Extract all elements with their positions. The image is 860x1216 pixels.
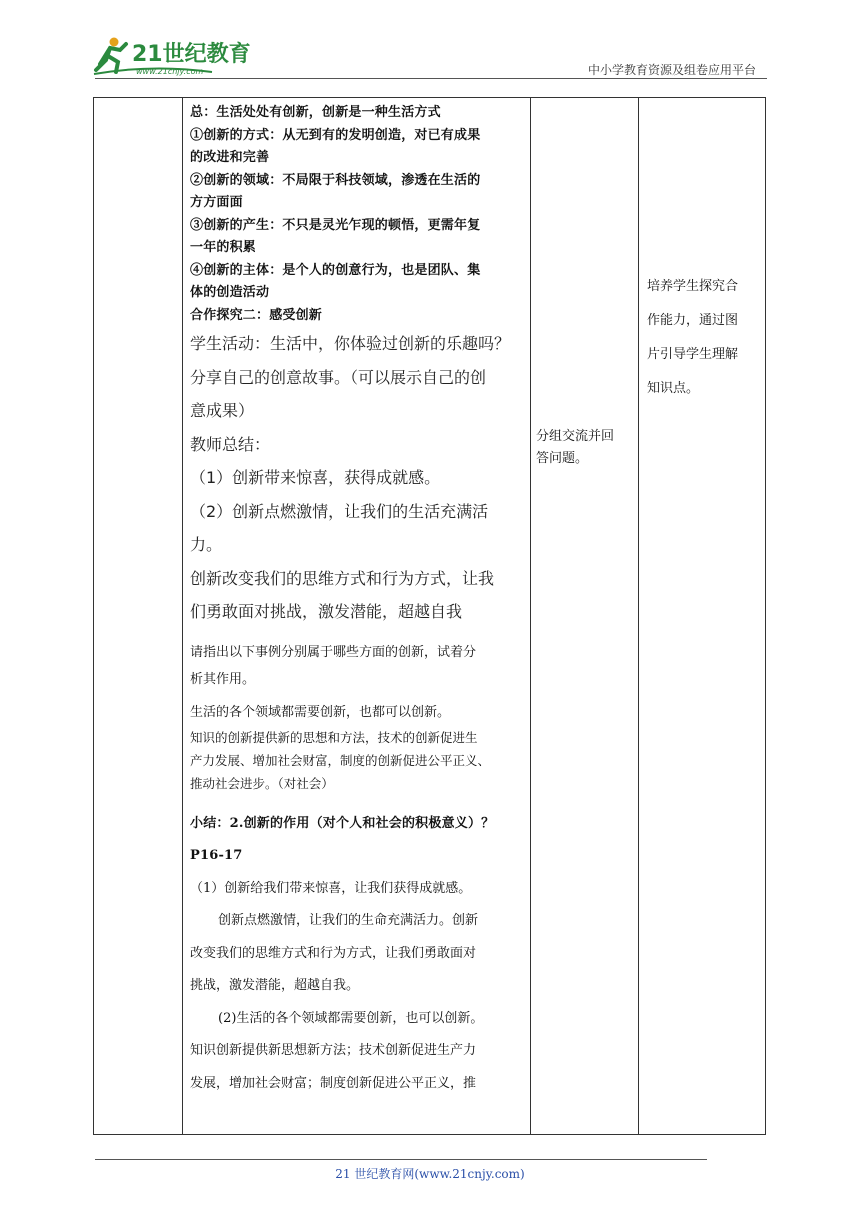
header-divider [95,78,767,79]
content-line: 创新点燃激情，让我们的生命充满活力。创新 [218,913,479,928]
content-line: 发展，增加社会财富；制度创新促进公平正义，推 [190,1075,477,1091]
content-line: 分享自己的创意故事。（可以展示自己的创 [190,367,487,387]
content-line: 创新改变我们的思维方式和行为方式，让我 [190,568,495,588]
intent-line: 作能力，通过图 [647,313,739,328]
footer-text: 21 世纪教育网(www.21cnjy.com) [335,1167,525,1181]
intent-line: 片引导学生理解 [647,347,739,362]
page-reference: P16-17 [190,847,243,863]
footer-divider [95,1159,707,1160]
content-line: ④创新的主体：是个人的创意行为，也是团队、集 [190,262,481,278]
content-line: 力。 [190,535,223,554]
content-line: 生活的各个领域都需要创新，也都可以创新。 [190,704,451,720]
content-line: (2)生活的各个领域都需要创新，也可以创新。 [218,1010,484,1026]
content-line: （1）创新带来惊喜，获得成就感。 [190,468,441,487]
content-line: 改变我们的思维方式和行为方式，让我们勇敢面对 [190,945,477,961]
content-line: 推动社会进步。（对社会） [190,775,334,791]
content-line: 教师总结： [190,434,271,454]
content-line: 体的创造活动 [190,285,270,300]
content-line: 产力发展、增加社会财富，制度的创新促进公平正义、 [190,752,491,768]
content-line: ②创新的领域：不局限于科技领域，渗透在生活的 [190,172,481,188]
lesson-table [93,97,766,1135]
teaching-content-cell [190,102,526,1100]
column-divider [530,98,531,1134]
site-logo [92,34,262,78]
design-intent-cell [647,270,759,406]
section-heading: 合作探究二：感受创新 [190,307,323,323]
runner-logo-icon [92,34,262,78]
content-line: （2）创新点燃激情，让我们的生活充满活 [190,501,489,521]
content-line: 方方面面 [190,195,243,210]
svg-text:21世纪教育: 21世纪教育 [132,42,251,67]
activity-line: 答问题。 [536,451,589,466]
content-line: 析其作用。 [190,671,256,687]
column-divider [638,98,639,1134]
page-header [0,0,860,80]
content-line: 们勇敢面对挑战，激发潜能，超越自我 [190,602,463,621]
intent-line: 培养学生探究合 [647,279,739,294]
student-activity-cell [536,426,636,470]
content-line: 学生活动：生活中，你体验过创新的乐趣吗？ [190,334,511,353]
content-line: 请指出以下事例分别属于哪些方面的创新，试着分 [190,644,477,660]
content-line: 一年的积累 [190,240,257,255]
intent-line: 知识点。 [647,381,700,396]
summary-heading: 小结：2.创新的作用（对个人和社会的积极意义）？ [190,815,495,831]
platform-name: 中小学教育资源及组卷应用平台 [587,63,756,77]
content-line: ①创新的方式：从无到有的发明创造，对已有成果 [190,127,481,143]
column-divider [182,98,183,1134]
content-line: ③创新的产生：不只是灵光乍现的顿悟，更需年复 [190,217,481,233]
content-line: 知识的创新提供新的思想和方法，技术的创新促进生 [190,729,478,745]
content-line: 总：生活处处有创新，创新是一种生活方式 [190,105,441,120]
content-line: （1）创新给我们带来惊喜，让我们获得成就感。 [190,880,472,896]
activity-line: 分组交流并回 [536,429,615,444]
content-line: 的改进和完善 [190,150,270,165]
content-line: 意成果） [190,401,255,420]
content-line: 知识创新提供新思想新方法；技术创新促进生产力 [190,1043,477,1058]
svg-text:www.21cnjy.com: www.21cnjy.com [136,67,204,76]
content-line: 挑战，激发潜能，超越自我。 [190,978,360,993]
